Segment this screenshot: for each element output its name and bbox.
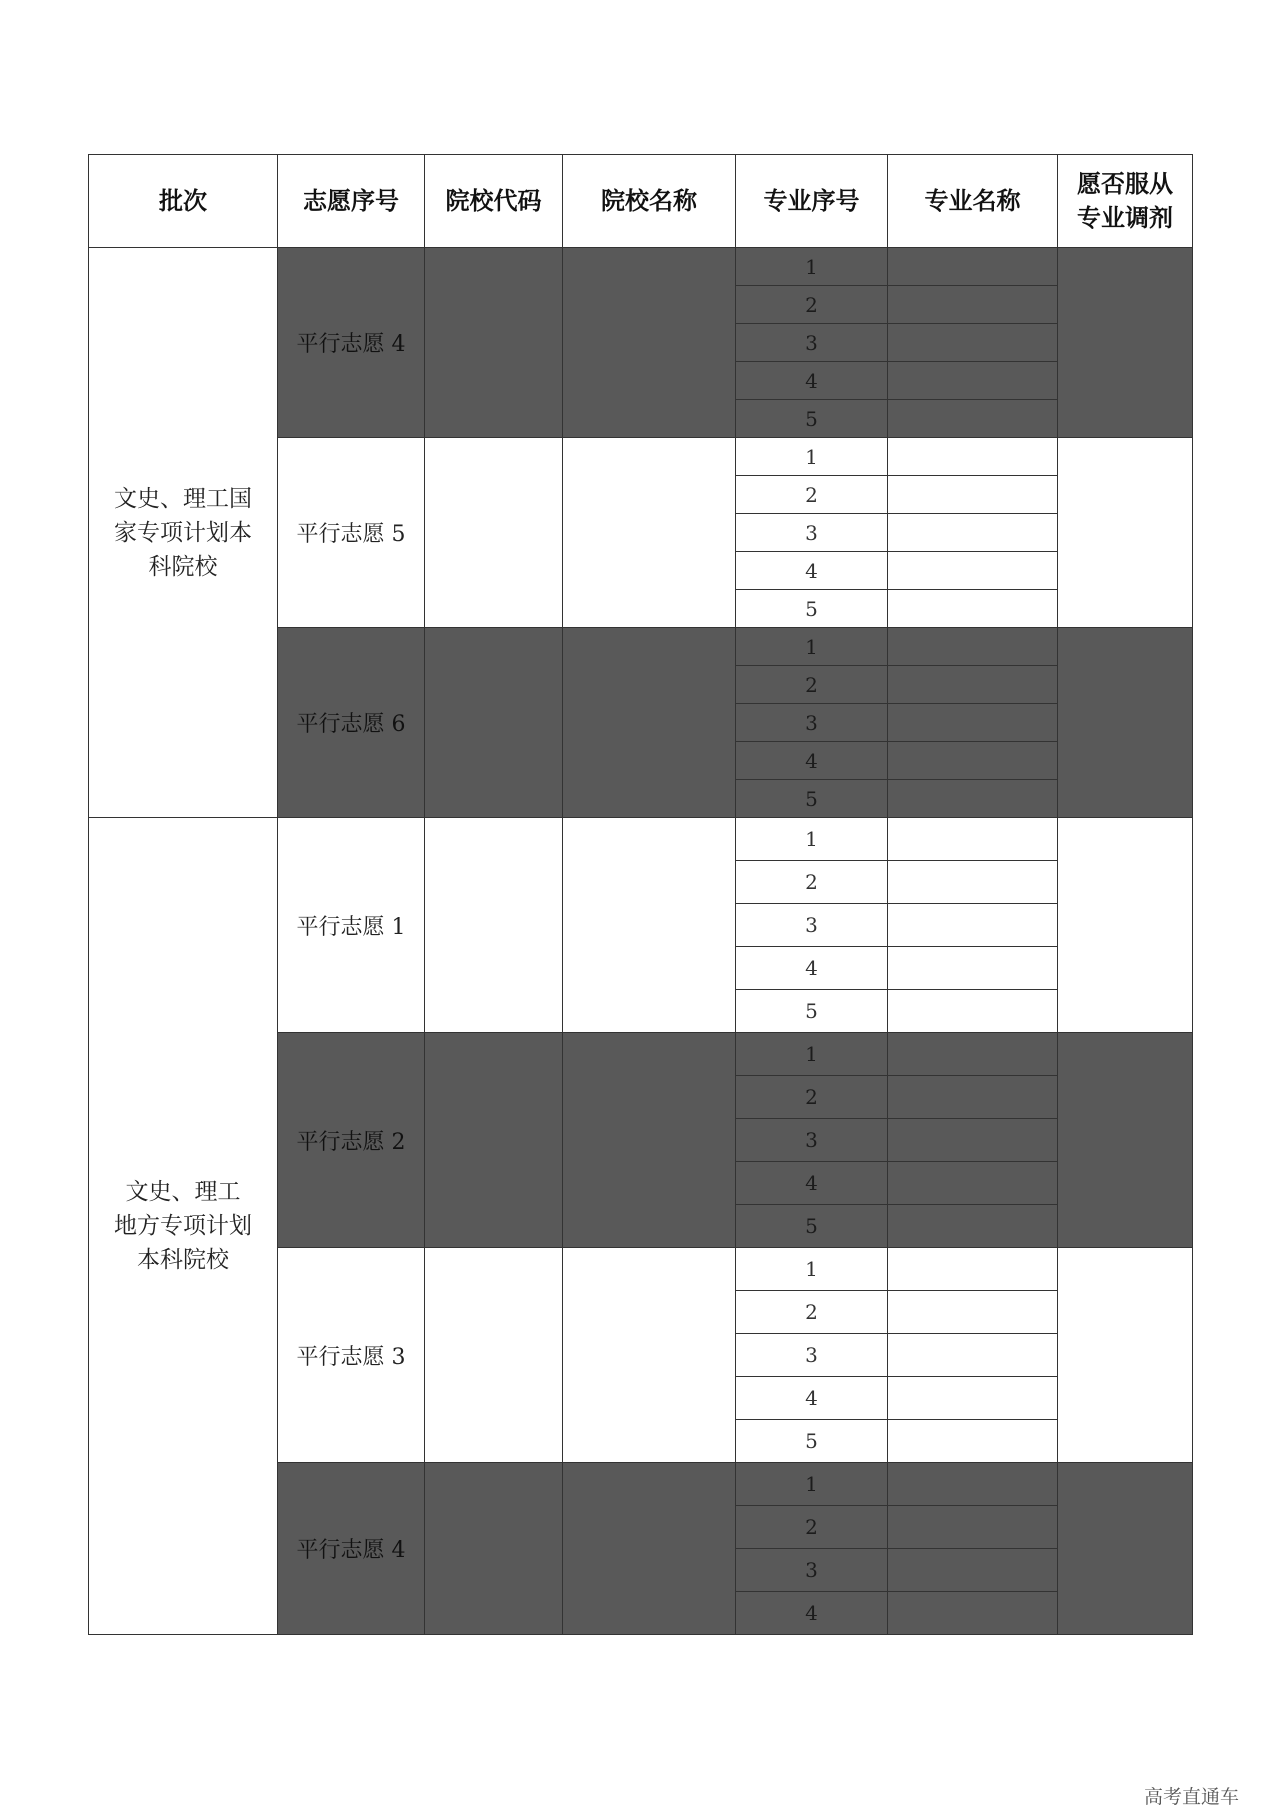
major-no-cell: 5	[736, 400, 888, 438]
school-name-cell[interactable]	[563, 1463, 736, 1635]
major-name-cell[interactable]	[888, 286, 1058, 324]
major-no-cell: 4	[736, 947, 888, 990]
school-name-cell[interactable]	[563, 248, 736, 438]
accept-adjustment-cell[interactable]	[1058, 248, 1193, 438]
major-no-cell: 4	[736, 1377, 888, 1420]
major-name-cell[interactable]	[888, 400, 1058, 438]
major-no-cell: 2	[736, 1291, 888, 1334]
header-school-name: 院校名称	[563, 155, 736, 248]
major-name-cell[interactable]	[888, 1033, 1058, 1076]
major-name-cell[interactable]	[888, 1549, 1058, 1592]
major-no-cell: 1	[736, 248, 888, 286]
major-name-cell[interactable]	[888, 780, 1058, 818]
header-school-code: 院校代码	[425, 155, 563, 248]
major-row	[89, 818, 1193, 861]
major-name-cell[interactable]	[888, 438, 1058, 476]
major-no-cell: 3	[736, 1334, 888, 1377]
major-no-cell: 3	[736, 1549, 888, 1592]
major-name-cell[interactable]	[888, 248, 1058, 286]
school-code-cell[interactable]	[425, 1248, 563, 1463]
major-name-cell[interactable]	[888, 1076, 1058, 1119]
header-volunteer-no: 志愿序号	[278, 155, 425, 248]
major-name-cell[interactable]	[888, 1248, 1058, 1291]
major-name-cell[interactable]	[888, 1506, 1058, 1549]
major-no-cell: 2	[736, 666, 888, 704]
batch-cell: 文史、理工国 家专项计划本 科院校	[89, 248, 278, 818]
major-no-cell: 5	[736, 590, 888, 628]
school-code-cell[interactable]	[425, 248, 563, 438]
accept-adjustment-cell[interactable]	[1058, 438, 1193, 628]
major-no-cell: 1	[736, 1033, 888, 1076]
major-row	[89, 248, 1193, 286]
school-name-cell[interactable]	[563, 438, 736, 628]
major-name-cell[interactable]	[888, 1334, 1058, 1377]
volunteer-label: 平行志愿 3	[278, 1248, 425, 1463]
major-no-cell: 5	[736, 780, 888, 818]
major-no-cell: 1	[736, 438, 888, 476]
volunteer-label: 平行志愿 1	[278, 818, 425, 1033]
major-no-cell: 3	[736, 904, 888, 947]
major-no-cell: 4	[736, 1592, 888, 1635]
major-no-cell: 1	[736, 818, 888, 861]
major-name-cell[interactable]	[888, 704, 1058, 742]
batch-cell: 文史、理工 地方专项计划 本科院校	[89, 818, 278, 1635]
header-major-no: 专业序号	[736, 155, 888, 248]
major-name-cell[interactable]	[888, 666, 1058, 704]
major-name-cell[interactable]	[888, 1463, 1058, 1506]
major-no-cell: 1	[736, 1463, 888, 1506]
major-no-cell: 5	[736, 1420, 888, 1463]
major-name-cell[interactable]	[888, 861, 1058, 904]
major-name-cell[interactable]	[888, 590, 1058, 628]
major-name-cell[interactable]	[888, 947, 1058, 990]
accept-adjustment-cell[interactable]	[1058, 818, 1193, 1033]
major-no-cell: 2	[736, 861, 888, 904]
major-no-cell: 3	[736, 704, 888, 742]
major-name-cell[interactable]	[888, 324, 1058, 362]
major-no-cell: 2	[736, 1076, 888, 1119]
volunteer-label: 平行志愿 2	[278, 1033, 425, 1248]
accept-adjustment-cell[interactable]	[1058, 1463, 1193, 1635]
school-name-cell[interactable]	[563, 628, 736, 818]
school-name-cell[interactable]	[563, 818, 736, 1033]
major-no-cell: 4	[736, 742, 888, 780]
header-row	[89, 155, 1193, 248]
major-no-cell: 3	[736, 514, 888, 552]
accept-adjustment-cell[interactable]	[1058, 1033, 1193, 1248]
header-batch: 批次	[89, 155, 278, 248]
major-name-cell[interactable]	[888, 742, 1058, 780]
volunteer-label: 平行志愿 4	[278, 1463, 425, 1635]
major-name-cell[interactable]	[888, 362, 1058, 400]
major-name-cell[interactable]	[888, 514, 1058, 552]
school-code-cell[interactable]	[425, 628, 563, 818]
school-code-cell[interactable]	[425, 438, 563, 628]
school-code-cell[interactable]	[425, 1033, 563, 1248]
major-name-cell[interactable]	[888, 552, 1058, 590]
major-no-cell: 4	[736, 362, 888, 400]
school-name-cell[interactable]	[563, 1033, 736, 1248]
major-name-cell[interactable]	[888, 904, 1058, 947]
major-name-cell[interactable]	[888, 1291, 1058, 1334]
major-no-cell: 2	[736, 1506, 888, 1549]
school-code-cell[interactable]	[425, 818, 563, 1033]
major-name-cell[interactable]	[888, 1592, 1058, 1635]
major-no-cell: 4	[736, 552, 888, 590]
school-name-cell[interactable]	[563, 1248, 736, 1463]
major-name-cell[interactable]	[888, 1119, 1058, 1162]
major-no-cell: 5	[736, 1205, 888, 1248]
major-name-cell[interactable]	[888, 1205, 1058, 1248]
form-body	[89, 248, 1193, 1635]
accept-adjustment-cell[interactable]	[1058, 628, 1193, 818]
header-accept-adjustment: 愿否服从 专业调剂	[1058, 155, 1193, 248]
volunteer-label: 平行志愿 5	[278, 438, 425, 628]
accept-adjustment-cell[interactable]	[1058, 1248, 1193, 1463]
major-no-cell: 2	[736, 476, 888, 514]
major-name-cell[interactable]	[888, 1162, 1058, 1205]
major-no-cell: 1	[736, 1248, 888, 1291]
school-code-cell[interactable]	[425, 1463, 563, 1635]
header-major-name: 专业名称	[888, 155, 1058, 248]
major-name-cell[interactable]	[888, 1377, 1058, 1420]
major-no-cell: 1	[736, 628, 888, 666]
watermark: 高考直通车	[1144, 1786, 1240, 1808]
major-name-cell[interactable]	[888, 628, 1058, 666]
major-no-cell: 3	[736, 1119, 888, 1162]
volunteer-label: 平行志愿 4	[278, 248, 425, 438]
major-no-cell: 5	[736, 990, 888, 1033]
volunteer-label: 平行志愿 6	[278, 628, 425, 818]
major-no-cell: 4	[736, 1162, 888, 1205]
major-no-cell: 2	[736, 286, 888, 324]
volunteer-form-table	[88, 154, 1193, 1635]
major-name-cell[interactable]	[888, 476, 1058, 514]
major-name-cell[interactable]	[888, 1420, 1058, 1463]
major-no-cell: 3	[736, 324, 888, 362]
major-name-cell[interactable]	[888, 990, 1058, 1033]
major-name-cell[interactable]	[888, 818, 1058, 861]
